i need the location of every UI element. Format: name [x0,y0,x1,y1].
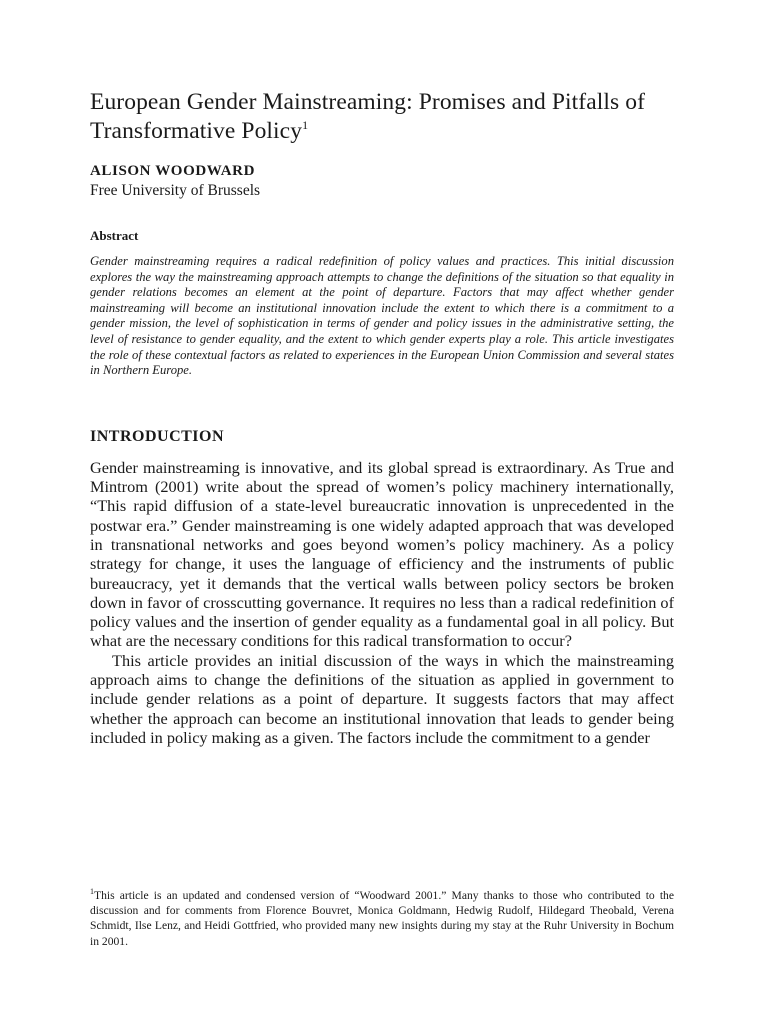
footnote-marker: 1 [90,887,94,897]
footnote-text: This article is an updated and condensed version of “Woodward 2001.” Many thanks to those who contributed to the discussion and for comments from Florence Bouvret, Monica Goldmann, Hedwig Rudolf, Hildegard Theobald, Verena Schmidt, Ilse Lenz, and Heidi Gottfried, who provided many new insights during my stay at the Ruhr University in Bochum in 2001. [90,889,674,948]
article-title [90,88,674,146]
abstract-heading: Abstract [90,228,139,243]
introduction-paragraph-2: This article provides an initial discussion of the ways in which the mainstreaming approach aims to change the definitions of the situation as applied in government to include gender relations as a point of departure. It suggests factors that may affect whether the approach can become an institutional innovation that leads to gender being included in policy making as a given. The factors include the commitment to a gender [90,650,674,747]
introduction-heading: INTRODUCTION [90,427,225,445]
author-affiliation: Free University of Brussels [90,182,261,199]
article-title-text: European Gender Mainstreaming: Promises and Pitfalls of Transformative Policy [90,89,646,144]
introduction-body [90,458,674,747]
article-page [90,88,674,747]
footnote [90,888,674,949]
author-name: ALISON WOODWARD [90,163,255,179]
introduction-paragraph-1: Gender mainstreaming is innovative, and its global spread is extraordinary. As True and Mintrom (2001) write about the spread of women’s policy machinery internationally, “This rapid diffusion of a state-level bureaucratic innovation is unprecedented in the postwar era.” Gender mainstreaming is one widely adapted approach that was developed in transnational networks and goes beyond women’s policy machinery. As a policy strategy for change, it uses the language of efficiency and the instruments of public bureaucracy, yet it demands that the vertical walls between policy sectors be broken down in favor of crosscutting governance. It requires no less than a radical redefinition of policy values and the insertion of gender equality as a fundamental goal in all policy. But what are the necessary conditions for this radical transformation to occur? [90,457,674,651]
title-footnote-marker: 1 [302,118,309,133]
abstract-text: Gender mainstreaming requires a radical redefinition of policy values and practices. This initial discussion explores the way the mainstreaming approach attempts to change the definitions of the situation so that equality in gender relations becomes an element at the point of departure. Factors that may affect whether gender mainstreaming will become an institutional innovation include the extent to which there is a commitment to a gender mission, the level of sophistication in terms of gender and policy issues in the administrative setting, the level of resistance to gender equality, and the extent to which gender experts play a role. This article investigates the role of these contextual factors as related to experiences in the European Union Commission and several states in Northern Europe. [90,254,674,378]
